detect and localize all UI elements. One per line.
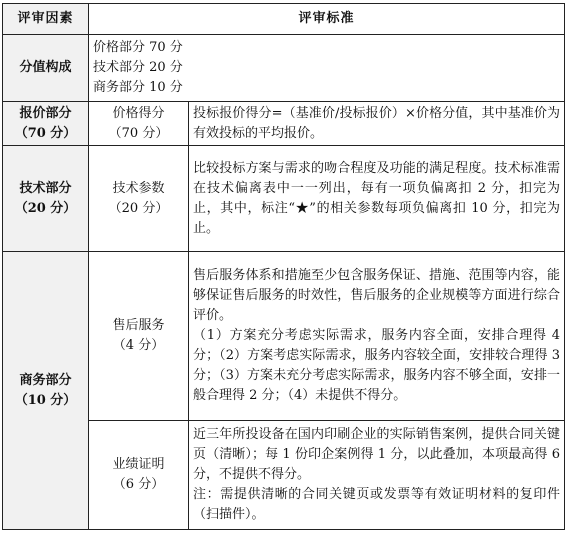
- business-label: [3, 252, 89, 530]
- technical-sub: [89, 146, 189, 252]
- after-sales-standard: [189, 252, 565, 421]
- price-sub-line1: 价格得分: [112, 105, 165, 121]
- after-sales-row: [3, 252, 565, 421]
- after-sales-paragraph-2: （1）方案充分考虑实际需求，服务内容全面，安排合理得 4 分；（2）方案考虑实际需求，服务内容较全面，安排较合理得 3 分；（3）方案未充分考虑实际需求，服务内容不够全面，安排一般合理得 2 分；（4）未提供不得分。: [193, 328, 560, 404]
- performance-sub-line1: 业绩证明: [112, 457, 165, 473]
- technical-sub-line2: （20 分）: [108, 200, 169, 216]
- technical-row: [3, 146, 565, 252]
- header-standard: 评审标准: [89, 4, 565, 35]
- technical-sub-line1: 技术参数: [112, 180, 165, 196]
- performance-paragraph-1: 近三年所投设备在国内印刷企业的实际销售案例，提供合同关键页（清晰）；每 1 份印企案例得 1 分，以此叠加，本项最高得 6 分，不提供不得分。: [193, 427, 560, 483]
- technical-label: [3, 146, 89, 252]
- technical-label-line2: （20 分）: [14, 200, 77, 216]
- header-row: [3, 4, 565, 35]
- after-sales-sub-line2: （4 分）: [112, 338, 165, 354]
- score-composition-values: [89, 34, 565, 101]
- performance-paragraph-2: 注：需提供清晰的合同关键页或发票等有效证明材料的复印件（扫描件）。: [193, 487, 560, 523]
- business-label-line2: （10 分）: [14, 392, 77, 408]
- composition-business: 商务部分 10 分: [93, 79, 183, 95]
- performance-sub-line2: （6 分）: [112, 477, 165, 493]
- price-label-line1: 报价部分: [19, 105, 72, 121]
- price-label: [3, 101, 89, 146]
- after-sales-sub-line1: 售后服务: [112, 318, 165, 334]
- business-label-line1: 商务部分: [19, 372, 72, 388]
- scoring-table: [2, 3, 565, 530]
- after-sales-paragraph-1: 售后服务体系和措施至少包含服务保证、措施、范围等内容，能够保证售后服务的时效性，售后服务的企业规模等方面进行综合评价。: [193, 268, 560, 324]
- technical-standard-text-a: 比较投标方案与需求的吻合程度及功能的满足程度。技术标准需在技术偏离表中一一列出，每有一项负偏离扣 2 分，扣完为止，其中，标注“: [193, 160, 560, 216]
- performance-sub: [89, 421, 189, 530]
- after-sales-sub: [89, 252, 189, 421]
- technical-standard-text-b: ”的相关参数每项负偏离扣 10 分，扣完为止。: [193, 200, 560, 236]
- price-sub: [89, 101, 189, 146]
- score-composition-row: [3, 34, 565, 101]
- star-icon: ★: [295, 200, 310, 216]
- header-factor: 评审因素: [3, 4, 89, 35]
- price-label-line2: （70 分）: [14, 125, 77, 141]
- composition-price: 价格部分 70 分: [93, 39, 183, 55]
- price-row: [3, 101, 565, 146]
- composition-technical: 技术部分 20 分: [93, 59, 183, 75]
- performance-standard: [189, 421, 565, 530]
- price-standard: 投标报价得分=（基准价/投标报价）×价格分值，其中基准价为有效投标的平均报价。: [189, 101, 565, 146]
- price-sub-line2: （70 分）: [108, 125, 169, 141]
- technical-standard: [189, 146, 565, 252]
- score-composition-label: 分值构成: [3, 34, 89, 101]
- technical-label-line1: 技术部分: [19, 180, 72, 196]
